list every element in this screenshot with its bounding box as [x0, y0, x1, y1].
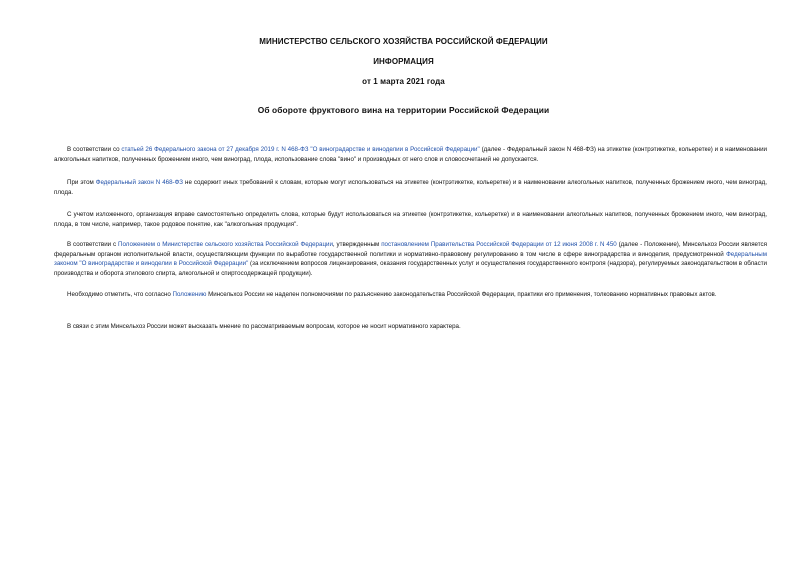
link-government-decree-450[interactable]: постановлением Правительства Российской Федерации от 12 июня 2008 г. N 450 [381, 241, 617, 248]
link-regulation[interactable]: Положению [172, 291, 207, 298]
paragraph-3 [54, 210, 767, 229]
paragraph-text: В связи с этим Минсельхоз России может высказать мнение по рассматриваемым вопросам, которое не носит нормативного характера. [67, 323, 461, 330]
paragraph-text: (за исключением вопросов лицензирования, оказания государственных услуг и осуществления государственного контроля (надзора), регулируемых законодательством в области производства и оборота этилового спирта, алкогольной и спиртосодержащей продукции). [54, 260, 767, 277]
paragraph-text: В соответствии с [67, 241, 119, 248]
ministry-heading: МИНИСТЕРСТВО СЕЛЬСКОГО ХОЗЯЙСТВА РОССИЙСКОЙ ФЕДЕРАЦИИ [259, 37, 548, 46]
paragraph-text: С учетом изложенного, организация вправе самостоятельно определить слова, которые будут использоваться на этикетке (контрэтикетке, кольеретке) и в наименовании алкогольных напитков, полученных брожением иного, чем виноград, плода, в том числе, например, такое родовое понятие, как "алкогольная продукция". [54, 211, 767, 228]
link-article-26-law-468[interactable]: статьей 26 Федерального закона от 27 декабря 2019 г. N 468-ФЗ "О виноградарстве и виноделии в Российской Федерации" [121, 146, 480, 153]
paragraph-text: (далее - Федеральный закон N 468-ФЗ) на этикетке (контрэтикетке, кольеретке) и в наименовании алкогольных напитков, полученных брожением иного, чем виноград, плода, использование слова "вино" и производных от него слов и словосочетаний не допускается. [54, 146, 768, 163]
paragraph-text: При этом [67, 179, 96, 186]
link-law-468[interactable]: Федеральный закон N 468-ФЗ [95, 179, 184, 186]
paragraph-5 [54, 290, 767, 300]
link-ministry-regulation[interactable]: Положением о Министерстве сельского хозяйства Российской Федерации [118, 241, 333, 248]
paragraph-text: Минсельхоз России не наделен полномочиями по разъяснению законодательства Российской Федерации, практики его применения, толкованию нормативных правовых актов. [206, 291, 717, 298]
paragraph-4 [54, 240, 767, 278]
document-date: от 1 марта 2021 года [362, 77, 445, 86]
paragraph-text: В соответствии со [67, 146, 122, 153]
paragraph-text: Необходимо отметить, что согласно [67, 291, 173, 298]
paragraph-6 [54, 322, 767, 332]
paragraph-1 [54, 145, 767, 164]
paragraph-2 [54, 178, 767, 197]
document-type: ИНФОРМАЦИЯ [373, 57, 434, 66]
paragraph-text: не содержит иных требований к словам, которые могут использоваться на этикетке (контрэтикетке, кольеретке) и в наименовании алкогольных напитков, полученных брожением иного, чем виноград, плода. [54, 179, 768, 196]
paragraph-text: (далее - Положение), Минсельхоз России является федеральным органом исполнительной власти, осуществляющим функции по выработке государственной политики и нормативно-правовому регулированию в том числе в сфере виноградарства и виноделия, предусмотренной [54, 241, 768, 258]
paragraph-text: , утвержденным [332, 241, 382, 248]
link-viticulture-law[interactable]: Федеральным законом "О виноградарстве и виноделии в Российской Федерации" [54, 250, 767, 268]
document-title: Об обороте фруктового вина на территории Российской Федерации [257, 105, 550, 115]
